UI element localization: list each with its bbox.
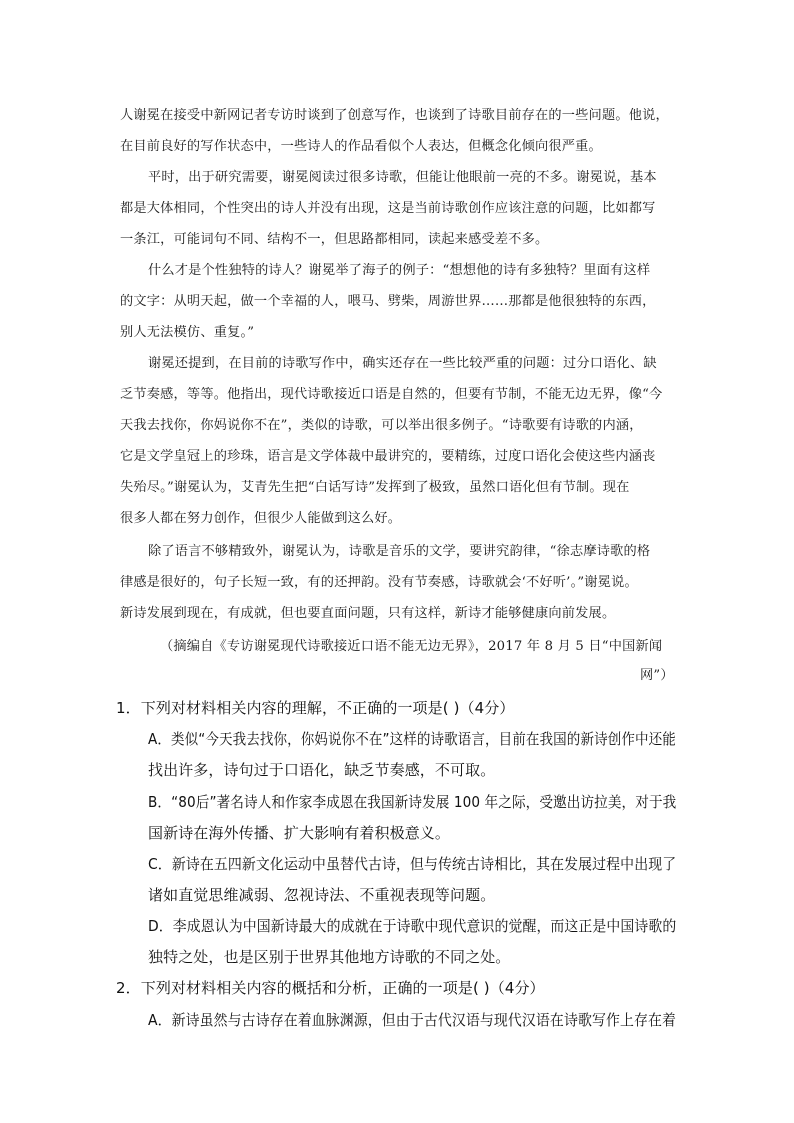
passage-line: 一条江，可能词句不同、结构不一，但思路都相同，读起来感受差不多。 xyxy=(120,232,549,247)
passage-line: 它是文学皇冠上的珍珠，语言是文学体裁中最讲究的，要精练，过度口语化会使这些内涵丧 xyxy=(120,449,656,464)
passage-line: 什么才是个性独特的诗人？谢冕举了海子的例子：“想想他的诗有多独特？里面有这样 xyxy=(148,263,651,278)
passage-line: 人谢冕在接受中新网记者专访时谈到了创意写作，也谈到了诗歌目前存在的一些问题。他说， xyxy=(120,108,669,123)
passage-line: 平时，出于研究需要，谢冕阅读过很多诗歌，但能让他眼前一亮的不多。谢冕说，基本 xyxy=(148,170,657,185)
passage-line: 除了语言不够精致外，谢冕认为，诗歌是音乐的文学，要讲究韵律，“徐志摩诗歌的格 xyxy=(148,544,651,559)
option-d: D．李成恩认为中国新诗最大的成就在于诗歌中现代意识的觉醒，而这正是中国诗歌的 xyxy=(148,917,677,935)
passage-line: 乏节奏感，等等。他指出，现代诗歌接近口语是自然的，但要有节制，不能无边无界，像“今 xyxy=(120,387,663,402)
passage-line: 律感是很好的，句子长短一致，有的还押韵。没有节奏感，诗歌就会‘不好听’。”谢冕说。 xyxy=(120,575,638,590)
source-citation: 网”） xyxy=(640,668,674,683)
passage-line: 失殆尽。”谢冕认为，艾青先生把“白话写诗”发挥到了极致，虽然口语化但有节制。现在 xyxy=(120,480,630,495)
option-a: A．新诗虽然与古诗存在着血脉渊源，但由于古代汉语与现代汉语在诗歌写作上存在着 xyxy=(148,1011,677,1029)
passage-line: 在目前良好的写作状态中，一些诗人的作品看似个人表达，但概念化倾向很严重。 xyxy=(120,139,602,154)
option-d-cont: 独特之处，也是区别于世界其他地方诗歌的不同之处。 xyxy=(148,948,511,966)
passage-line: 天我去找你，你妈说你不在”，类似的诗歌，可以举出很多例子。“诗歌要有诗歌的内涵， xyxy=(120,418,643,433)
passage-line: 的文字：从明天起，做一个幸福的人，喂马、劈柴，周游世界……那都是他很独特的东西， xyxy=(120,294,656,309)
passage-line: 很多人都在努力创作，但很少人能做到这么好。 xyxy=(120,511,402,526)
question-stem: 1．下列对材料相关内容的理解，不正确的一项是( )（4分） xyxy=(116,699,515,717)
passage-line: 都是大体相同，个性突出的诗人并没有出现，这是当前诗歌创作应该注意的问题，比如都写 xyxy=(120,201,656,216)
option-a: A．类似“今天我去找你，你妈说你不在”这样的诗歌语言，目前在我国的新诗创作中还能 xyxy=(148,730,676,748)
option-b: B．“80后”著名诗人和作家李成恩在我国新诗发展 100 年之际，受邀出访拉美，对于我 xyxy=(148,793,677,811)
source-citation: （摘编自《专访谢冕现代诗歌接近口语不能无边无界》，2017 年 8 月 5 日“中国新闻 xyxy=(160,639,663,654)
option-b-cont: 国新诗在海外传播、扩大影响有着积极意义。 xyxy=(148,824,451,842)
option-c-cont: 诸如直觉思维减弱、忽视诗法、不重视表现等问题。 xyxy=(148,886,496,904)
option-a-cont: 找出许多，诗句过于口语化，缺乏节奏感，不可取。 xyxy=(148,761,496,779)
passage-line: 新诗发展到现在，有成就，但也要直面问题，只有这样，新诗才能够健康向前发展。 xyxy=(120,606,616,621)
question-stem: 2．下列对材料相关内容的概括和分析，正确的一项是( )（4分） xyxy=(116,979,545,997)
option-c: C．新诗在五四新文化运动中虽替代古诗，但与传统古诗相比，其在发展过程中出现了 xyxy=(148,855,677,873)
passage-line: 别人无法模仿、重复。” xyxy=(120,325,255,340)
passage-line: 谢冕还提到，在目前的诗歌写作中，确实还存在一些比较严重的问题：过分口语化、缺 xyxy=(148,356,657,371)
